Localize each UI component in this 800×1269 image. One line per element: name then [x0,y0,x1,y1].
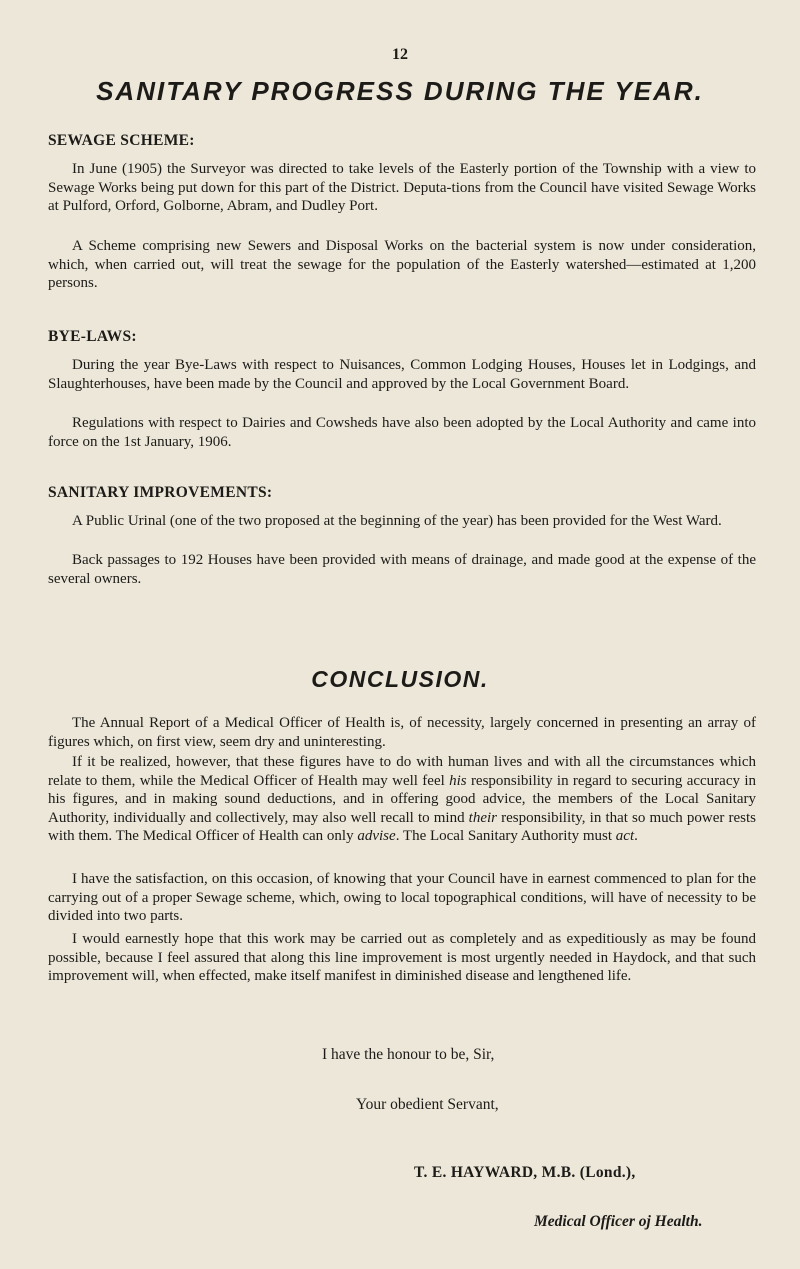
bye-laws-paragraph-2: Regulations with respect to Dairies and Cowsheds have also been adopted by the Local Authority and came into force on the 1st January, 1906. [48,415,756,450]
conclusion-paragraph-4: I would earnestly hope that this work may be carried out as completely and as expeditiously as may be found possible, because I feel assured that along this line improvement is most urgently needed in Haydock, and that such improvement will, when effected, make itself manifest in diminished disease and lengthened life. [48,931,756,985]
conclusion-p2-text-c: responsibility, in that so much power rests with them. The Medical Officer of Health can only [48,809,756,845]
emphasis-their: their [468,809,498,826]
conclusion-paragraph-2 [48,753,756,846]
sewage-paragraph-2: A Scheme comprising new Sewers and Disposal Works on the bacterial system is now under consideration, which, when carried out, will treat the sewage for the population of the Easterly watershed—estimated at 1,200 persons. [48,238,756,292]
page-title: SANITARY PROGRESS DURING THE YEAR. [96,76,704,106]
conclusion-p2-text-b: responsibility in regard to securing accuracy in his figures, and in making sound deductions, and in offering good advice, the members of the Local Sanitary Authority, individually and collectively, may also well recall to mind [48,772,756,826]
section-heading-bye-laws: BYE-LAWS: [48,328,137,345]
signature-title: Medical Officer oj Health. [534,1213,703,1230]
closing-valediction: Your obedient Servant, [356,1096,499,1113]
page-number: 12 [392,46,408,63]
signature-name: T. E. HAYWARD, M.B. (Lond.), [414,1164,636,1181]
conclusion-paragraph-3: I have the satisfaction, on this occasion, of knowing that your Council have in earnest commenced to plan for the carrying out of a proper Sewage scheme, which, owing to local topographical conditions, will have of necessity to be divided into two parts. [48,871,756,925]
conclusion-paragraph-1: The Annual Report of a Medical Officer of Health is, of necessity, largely concerned in presenting an array of figures which, on first view, seem dry and uninteresting. [48,715,756,750]
conclusion-p2-text-a: If it be realized, however, that these figures have to do with human lives and with all the circumstances which relate to them, while the Medical Officer of Health may well feel [48,754,756,789]
emphasis-act: act [615,828,635,845]
conclusion-p2-text-e: . [634,828,638,845]
improvements-paragraph-2: Back passages to 192 Houses have been provided with means of drainage, and made good at the expense of the several owners. [48,552,756,587]
emphasis-advise: advise [357,828,396,845]
closing-salutation: I have the honour to be, Sir, [322,1046,495,1063]
improvements-paragraph-1: A Public Urinal (one of the two proposed at the beginning of the year) has been provided for the West Ward. [72,513,722,529]
bye-laws-paragraph-1: During the year Bye-Laws with respect to Nuisances, Common Lodging Houses, Houses let in Lodgings, and Slaughterhouses, have been made by the Council and approved by the Local Government Board. [48,357,756,392]
emphasis-his: his [449,772,467,789]
sewage-paragraph-1: In June (1905) the Surveyor was directed to take levels of the Easterly portion of the Township with a view to Sewage Works being put down for this part of the District. Deputa-tions from the Council have visited Sewage Works at Pulford, Orford, Golborne, Abram, and Dudley Port. [48,161,756,215]
section-heading-sewage-scheme: SEWAGE SCHEME: [48,132,195,149]
section-heading-sanitary-improvements: SANITARY IMPROVEMENTS: [48,484,273,501]
conclusion-title: CONCLUSION. [311,666,489,692]
conclusion-p2-text-d: . The Local Sanitary Authority must [395,828,616,845]
